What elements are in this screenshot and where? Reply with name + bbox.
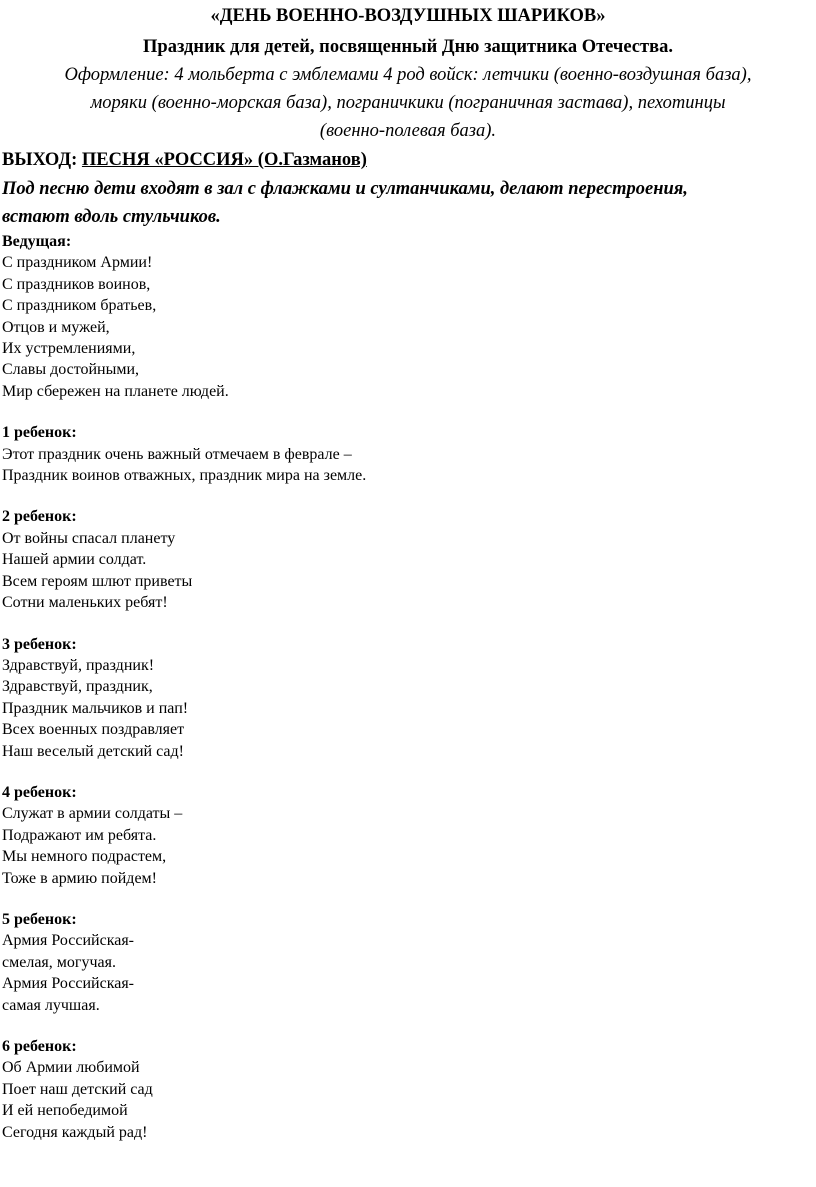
- block-gap: [0, 614, 816, 634]
- verse-line: Всех военных поздравляет: [2, 721, 185, 739]
- verse-line: Здравствуй, праздник!: [2, 656, 155, 674]
- speaker-block: [2, 231, 816, 402]
- verse-line: Армия Российская-: [2, 975, 135, 993]
- speaker-block: [2, 634, 816, 762]
- exit-song: ПЕСНЯ «РОССИЯ» (О.Газманов): [81, 150, 367, 170]
- verse-line: Отцов и мужей,: [2, 318, 110, 336]
- verse-line: Праздник мальчиков и пап!: [2, 699, 189, 717]
- stage-direction-line: встают вдоль стульчиков.: [2, 207, 221, 227]
- verse-line: С праздником Армии!: [2, 254, 153, 272]
- block-gap: [0, 1016, 816, 1036]
- block-gap: [0, 889, 816, 909]
- verse-line: Об Армии любимой: [2, 1059, 140, 1077]
- verse-line: Сегодня каждый рад!: [2, 1123, 148, 1141]
- speaker-block: [2, 422, 816, 486]
- exit-label: ВЫХОД:: [2, 150, 78, 170]
- speaker-block: [2, 782, 816, 889]
- verse-line: Подражают им ребята.: [2, 826, 157, 844]
- stage-direction-line: Под песню дети входят в зал с флажками и султанчиками, делают перестроения,: [2, 179, 688, 199]
- document-title: «ДЕНЬ ВОЕННО-ВОЗДУШНЫХ ШАРИКОВ»: [210, 6, 606, 26]
- decoration-line: моряки (военно-морская база), пограничкики (пограничная застава), пехотинцы: [90, 93, 726, 113]
- decoration-line: (военно-полевая база).: [319, 121, 497, 141]
- block-gap: [0, 762, 816, 782]
- speaker-name: 6 ребенок:: [2, 1038, 77, 1055]
- verse-line: Армия Российская-: [2, 932, 135, 950]
- verse-line: Сотни маленьких ребят!: [2, 594, 168, 612]
- verse-line: смелая, могучая.: [2, 953, 116, 971]
- verse-line: Здравствуй, праздник,: [2, 678, 153, 696]
- verse-line: Мир сбережен на планете людей.: [2, 382, 229, 400]
- document-subtitle: Праздник для детей, посвященный Дню защитника Отечества.: [143, 37, 673, 57]
- speaker-block: [2, 506, 816, 613]
- stage-direction: [2, 175, 816, 231]
- verse-line: Праздник воинов отважных, праздник мира на земле.: [2, 467, 367, 485]
- verse-line: Тоже в армию пойдем!: [2, 869, 157, 887]
- verse-line: И ей непобедимой: [2, 1102, 128, 1120]
- verse-line: Всем героям шлют приветы: [2, 572, 193, 590]
- speaker-name: 4 ребенок:: [2, 783, 77, 801]
- verse-line: С праздников воинов,: [2, 275, 151, 293]
- verse-line: самая лучшая.: [2, 996, 100, 1014]
- verse-line: С праздником братьев,: [2, 297, 157, 315]
- verse-line: Нашей армии солдат.: [2, 551, 147, 569]
- speaker-name: 3 ребенок:: [2, 635, 77, 653]
- exit-heading: [2, 149, 816, 171]
- verse-line: От войны спасал планету: [2, 529, 176, 547]
- verse-line: Мы немного подрастем,: [2, 848, 167, 866]
- verse-line: Служат в армии солдаты –: [2, 805, 183, 823]
- speaker-name: 5 ребенок:: [2, 910, 77, 928]
- verse-line: Славы достойными,: [2, 361, 140, 379]
- decoration-line: Оформление: 4 мольберта с эмблемами 4 род войск: летчики (военно-воздушная база),: [64, 65, 752, 85]
- speaker-name: 1 ребенок:: [2, 424, 77, 442]
- speaker-name: 2 ребенок:: [2, 508, 77, 526]
- verse-line: Этот праздник очень важный отмечаем в феврале –: [2, 445, 352, 463]
- verse-line: Их устремлениями,: [2, 340, 136, 358]
- speaker-name: Ведущая:: [2, 233, 72, 250]
- block-gap: [0, 402, 816, 422]
- verse-line: Поет наш детский сад: [2, 1080, 153, 1098]
- speaker-block: [2, 1036, 816, 1143]
- speaker-block: [2, 909, 816, 1016]
- decoration-description: [0, 61, 816, 145]
- script-blocks: [0, 231, 816, 1143]
- verse-line: Наш веселый детский сад!: [2, 742, 184, 760]
- block-gap: [0, 486, 816, 506]
